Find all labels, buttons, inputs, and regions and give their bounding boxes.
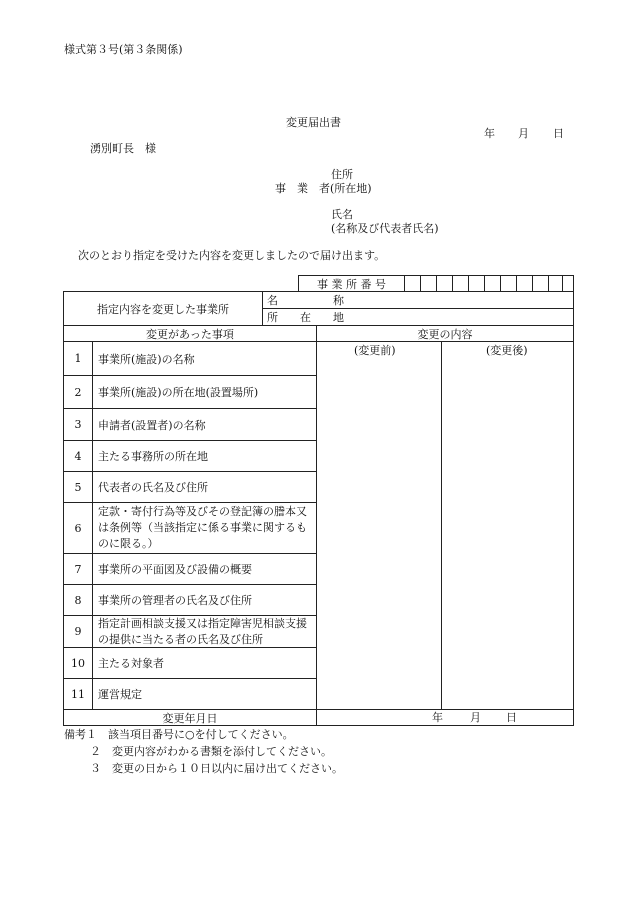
change-date-year[interactable]: 年 <box>432 711 443 724</box>
item-text: 事業所の管理者の氏名及び住所 <box>98 594 252 607</box>
note-2: ２ 変更内容がわかる書類を添付してください。 <box>90 745 332 758</box>
office-name-label: 名 称 <box>267 294 344 307</box>
item-number: 2 <box>74 385 82 399</box>
item-number: 1 <box>74 352 82 365</box>
item-number: 9 <box>74 625 82 638</box>
name-sublabel: (名称及び代表者氏名) <box>331 222 439 235</box>
change-date-month[interactable]: 月 <box>470 711 481 724</box>
addressee: 湧別町長 様 <box>90 142 156 155</box>
item-text: 定款・寄付行為等及びその登記簿の謄本又は条例等（当該指定に係る事業に関するものに限る。） <box>98 505 307 550</box>
page-title: 変更届出書 <box>286 116 341 129</box>
office-location-label: 所 在 地 <box>267 311 344 324</box>
item-text: 申請者(設置者)の名称 <box>98 418 206 432</box>
digit-box[interactable] <box>420 276 421 291</box>
address-label: 住所 <box>331 168 353 181</box>
item-number: 5 <box>74 480 82 494</box>
item-text: 主たる対象者 <box>98 657 164 670</box>
digit-box[interactable] <box>562 276 563 291</box>
digit-box[interactable] <box>548 276 549 291</box>
item-number: 7 <box>74 562 82 576</box>
name-label: 氏名 <box>331 208 353 221</box>
items-header: 変更があった事項 <box>146 327 234 341</box>
item-text: 指定計画相談支援又は指定障害児相談支援の提供に当たる者の氏名及び住所 <box>98 616 307 646</box>
change-date-label: 変更年月日 <box>162 711 218 725</box>
form-number: 様式第３号(第３条関係) <box>64 43 183 56</box>
intro-text: 次のとおり指定を受けた内容を変更しましたので届け出ます。 <box>78 249 386 262</box>
digit-box[interactable] <box>500 276 501 291</box>
office-number-label: 事 業 所 番 号 <box>317 277 386 291</box>
item-number: 8 <box>74 593 82 607</box>
content-header: 変更の内容 <box>417 327 473 341</box>
digit-box[interactable] <box>484 276 485 291</box>
item-number: 3 <box>74 418 82 431</box>
item-number: 10 <box>71 656 85 670</box>
office-label: 指定内容を変更した事業所 <box>97 302 229 316</box>
note-3: ３ 変更の日から１０日以内に届け出てください。 <box>90 762 343 775</box>
item-number: 6 <box>74 521 82 535</box>
digit-box[interactable] <box>468 276 469 291</box>
item-number: 4 <box>74 449 82 463</box>
change-date-day[interactable]: 日 <box>506 711 517 724</box>
item-text: 運営規定 <box>98 688 142 701</box>
business-label: 事 業 者(所在地) <box>275 182 372 195</box>
item-text: 主たる事務所の所在地 <box>98 450 208 463</box>
note-1: 備考１ 該当項目番号に○を付してください。 <box>64 728 294 741</box>
item-text: 事業所(施設)の所在地(設置場所) <box>98 386 259 399</box>
item-text: 代表者の氏名及び住所 <box>98 481 208 494</box>
digit-box[interactable] <box>516 276 517 291</box>
date-day-label: 日 <box>553 127 564 140</box>
digit-box[interactable] <box>452 276 453 291</box>
item-text: 事業所(施設)の名称 <box>98 352 195 366</box>
date-year-label: 年 <box>484 127 495 140</box>
item-text: 事業所の平面図及び設備の概要 <box>98 563 252 576</box>
before-label: (変更前) <box>354 344 396 357</box>
digit-box[interactable] <box>532 276 533 291</box>
after-label: (変更後) <box>486 344 528 357</box>
digit-box[interactable] <box>436 276 437 291</box>
date-month-label: 月 <box>518 127 529 140</box>
item-number: 11 <box>71 687 85 701</box>
